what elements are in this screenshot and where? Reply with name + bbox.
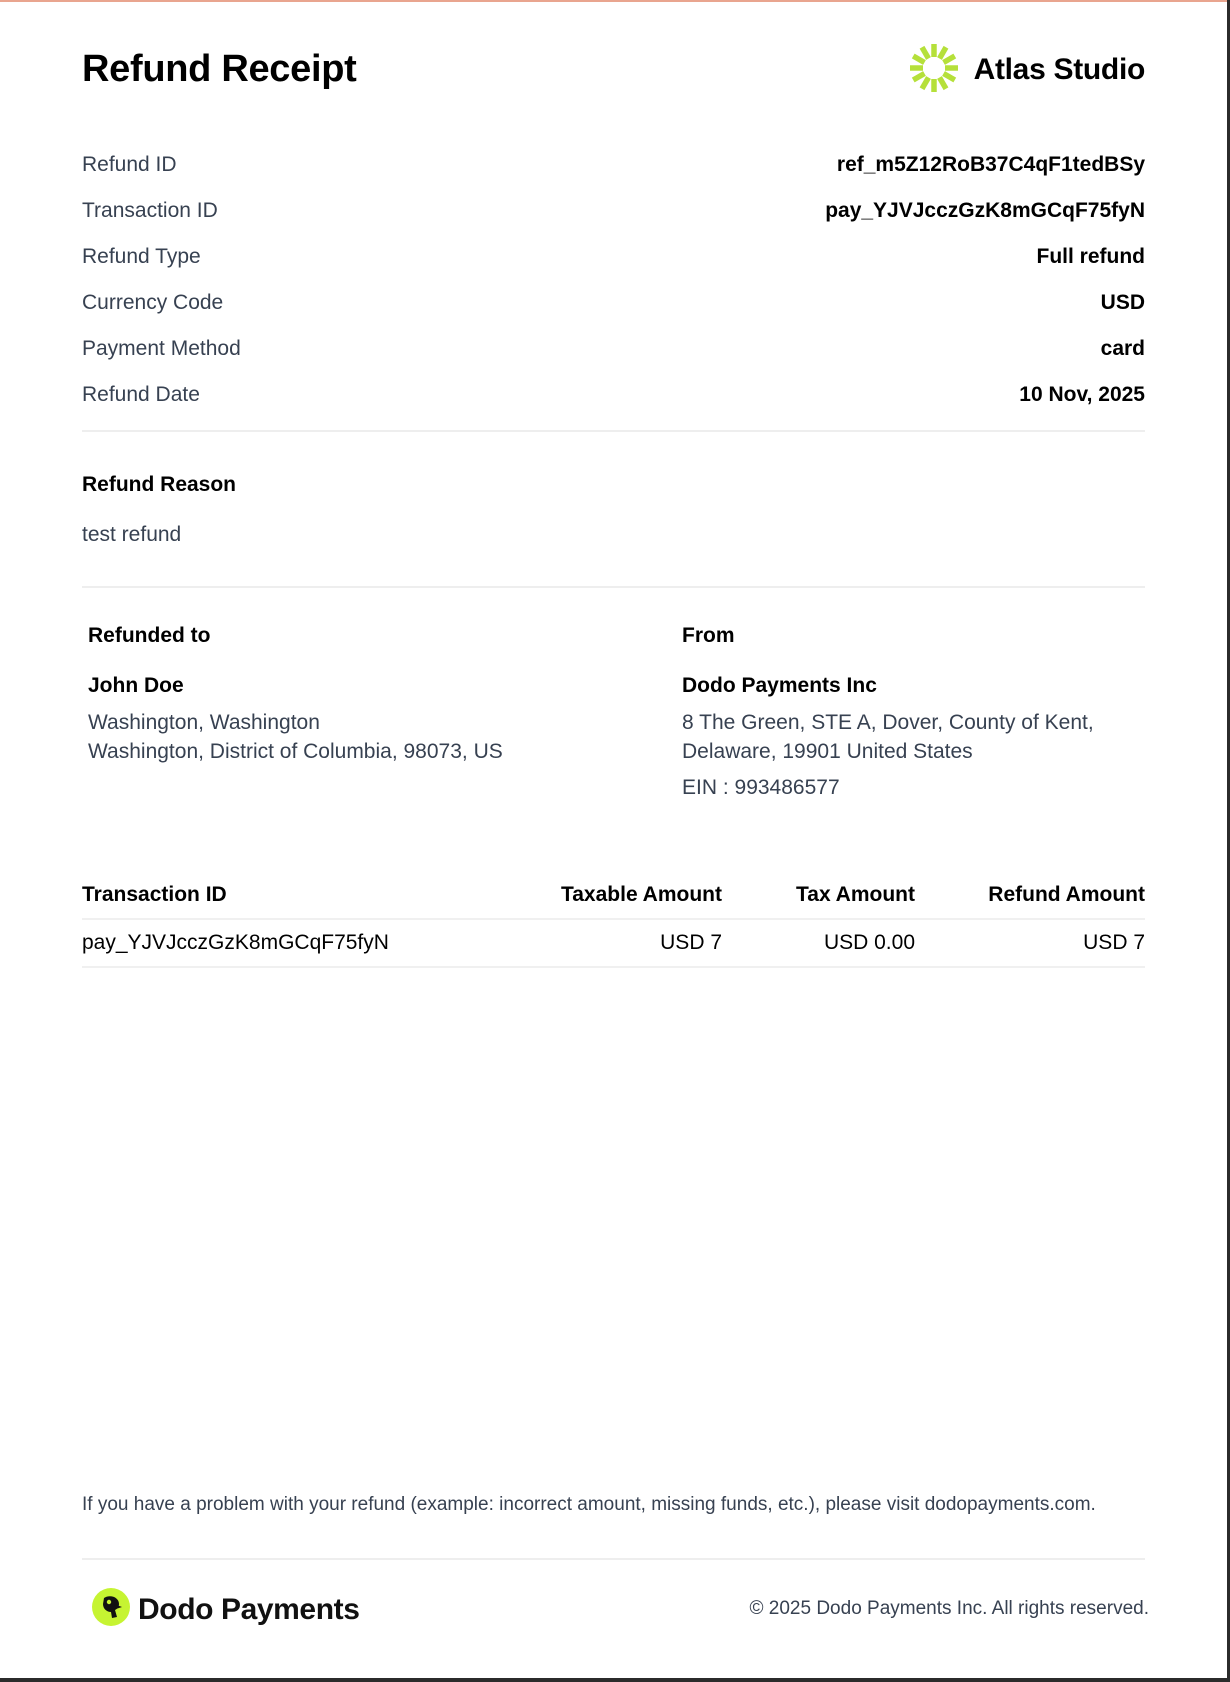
column-header-tax-amount: Tax Amount [796, 883, 915, 906]
column-header-transaction-id: Transaction ID [82, 883, 227, 906]
column-header-refund-amount: Refund Amount [988, 883, 1145, 906]
seller-name: Dodo Payments Inc [682, 674, 877, 697]
divider [82, 430, 1145, 432]
customer-address-line2: Washington, District of Columbia, 98073, US [88, 740, 503, 763]
detail-label: Refund ID [82, 153, 177, 176]
detail-value: ref_m5Z12RoB37C4qF1tedBSy [836, 153, 1145, 176]
refund-reason-title: Refund Reason [82, 473, 237, 496]
detail-row-transaction-id [82, 188, 1145, 234]
detail-value: Full refund [1036, 245, 1145, 268]
cell-refund-amount: USD 7 [1083, 931, 1145, 954]
seller-ein: EIN : 993486577 [682, 776, 840, 799]
cell-taxable-amount: USD 7 [660, 931, 722, 954]
table-row [82, 920, 1145, 968]
table-header-row [82, 872, 1145, 920]
refunded-to-heading: Refunded to [88, 624, 211, 647]
merchant-brand [908, 44, 1145, 96]
refunded-to-section [88, 624, 503, 766]
detail-label: Refund Type [82, 245, 201, 268]
divider [82, 586, 1145, 588]
refund-items-table [82, 872, 1145, 968]
copyright-text: © 2025 Dodo Payments Inc. All rights reserved. [749, 1598, 1149, 1619]
detail-value: USD [1100, 291, 1145, 314]
refund-reason-text: test refund [82, 523, 182, 546]
detail-row-currency-code [82, 280, 1145, 326]
page-title: Refund Receipt [82, 48, 357, 90]
refund-details [82, 142, 1145, 418]
divider [82, 1558, 1145, 1560]
detail-label: Payment Method [82, 337, 241, 360]
sunburst-logo-icon [908, 42, 960, 99]
column-header-taxable-amount: Taxable Amount [560, 883, 722, 906]
detail-label: Transaction ID [82, 199, 218, 222]
detail-value: 10 Nov, 2025 [1019, 383, 1145, 406]
receipt-header [82, 44, 1145, 94]
seller-address-line2: Delaware, 19901 United States [682, 740, 973, 763]
seller-address-line1: 8 The Green, STE A, Dover, County of Kent, [682, 711, 1094, 734]
detail-value: card [1100, 337, 1145, 360]
help-text: If you have a problem with your refund (example: incorrect amount, missing funds, etc.), please visit dodopayments.com. [82, 1494, 1096, 1515]
customer-name: John Doe [88, 674, 184, 697]
detail-value: pay_YJVJcczGzK8mGCqF75fyN [825, 199, 1145, 222]
dodo-brand-name: Dodo Payments [138, 1592, 360, 1626]
from-heading: From [682, 624, 735, 647]
cell-transaction-id: pay_YJVJcczGzK8mGCqF75fyN [82, 931, 389, 954]
receipt-footer [82, 1588, 1149, 1632]
customer-address-line1: Washington, Washington [88, 711, 320, 734]
detail-row-refund-id [82, 142, 1145, 188]
detail-row-payment-method [82, 326, 1145, 372]
from-section [682, 624, 1094, 800]
detail-row-refund-type [82, 234, 1145, 280]
cell-tax-amount: USD 0.00 [823, 931, 915, 954]
detail-row-refund-date [82, 372, 1145, 418]
merchant-name: Atlas Studio [973, 53, 1145, 86]
detail-label: Refund Date [82, 383, 200, 406]
dodo-bird-logo-icon [92, 1588, 130, 1631]
dodo-brand [92, 1588, 360, 1631]
detail-label: Currency Code [82, 291, 224, 314]
